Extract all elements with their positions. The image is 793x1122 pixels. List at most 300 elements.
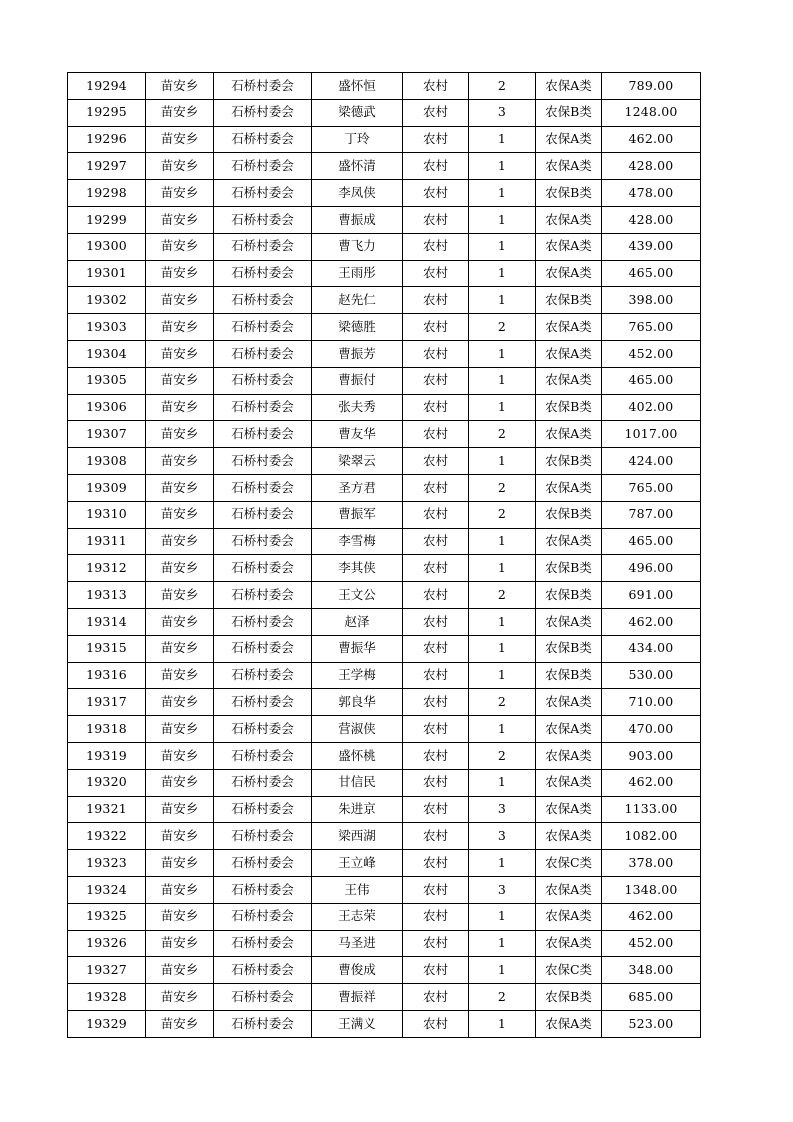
township-cell: 苗安乡: [146, 608, 214, 635]
amount-cell: 465.00: [602, 260, 701, 287]
household-count-cell: 1: [469, 126, 536, 153]
name-cell: 曹振付: [312, 367, 403, 394]
area-type-cell: 农村: [403, 716, 469, 743]
amount-cell: 428.00: [602, 153, 701, 180]
village-committee-cell: 石桥村委会: [214, 421, 312, 448]
insurance-class-cell: 农保B类: [536, 662, 602, 689]
table-row: [68, 769, 701, 796]
name-cell: 李雪梅: [312, 528, 403, 555]
village-committee-cell: 石桥村委会: [214, 287, 312, 314]
amount-cell: 789.00: [602, 73, 701, 100]
name-cell: 曹振成: [312, 206, 403, 233]
village-committee-cell: 石桥村委会: [214, 769, 312, 796]
record-id-cell: 19315: [68, 635, 146, 662]
township-cell: 苗安乡: [146, 287, 214, 314]
insurance-class-cell: 农保A类: [536, 73, 602, 100]
amount-cell: 462.00: [602, 126, 701, 153]
household-count-cell: 2: [469, 984, 536, 1011]
village-committee-cell: 石桥村委会: [214, 233, 312, 260]
area-type-cell: 农村: [403, 233, 469, 260]
amount-cell: 434.00: [602, 635, 701, 662]
area-type-cell: 农村: [403, 153, 469, 180]
record-id-cell: 19314: [68, 608, 146, 635]
insurance-class-cell: 农保A类: [536, 206, 602, 233]
insurance-class-cell: 农保A类: [536, 930, 602, 957]
table-row: [68, 823, 701, 850]
village-committee-cell: 石桥村委会: [214, 742, 312, 769]
insurance-class-cell: 农保B类: [536, 501, 602, 528]
name-cell: 王雨彤: [312, 260, 403, 287]
village-committee-cell: 石桥村委会: [214, 635, 312, 662]
area-type-cell: 农村: [403, 73, 469, 100]
household-count-cell: 1: [469, 394, 536, 421]
insurance-class-cell: 农保A类: [536, 823, 602, 850]
name-cell: 曹俊成: [312, 957, 403, 984]
record-id-cell: 19321: [68, 796, 146, 823]
name-cell: 盛怀清: [312, 153, 403, 180]
household-count-cell: 1: [469, 260, 536, 287]
household-count-cell: 1: [469, 769, 536, 796]
household-count-cell: 1: [469, 287, 536, 314]
name-cell: 张夫秀: [312, 394, 403, 421]
insurance-class-cell: 农保A类: [536, 126, 602, 153]
insurance-class-cell: 农保A类: [536, 769, 602, 796]
amount-cell: 462.00: [602, 769, 701, 796]
name-cell: 盛怀桃: [312, 742, 403, 769]
record-id-cell: 19295: [68, 99, 146, 126]
township-cell: 苗安乡: [146, 662, 214, 689]
amount-cell: 402.00: [602, 394, 701, 421]
area-type-cell: 农村: [403, 501, 469, 528]
area-type-cell: 农村: [403, 555, 469, 582]
name-cell: 王学梅: [312, 662, 403, 689]
township-cell: 苗安乡: [146, 742, 214, 769]
name-cell: 曹振军: [312, 501, 403, 528]
township-cell: 苗安乡: [146, 582, 214, 609]
area-type-cell: 农村: [403, 206, 469, 233]
area-type-cell: 农村: [403, 796, 469, 823]
area-type-cell: 农村: [403, 1010, 469, 1037]
name-cell: 营淑侠: [312, 716, 403, 743]
insurance-class-cell: 农保A类: [536, 903, 602, 930]
amount-cell: 496.00: [602, 555, 701, 582]
area-type-cell: 农村: [403, 340, 469, 367]
village-committee-cell: 石桥村委会: [214, 314, 312, 341]
area-type-cell: 农村: [403, 448, 469, 475]
amount-cell: 465.00: [602, 528, 701, 555]
record-id-cell: 19322: [68, 823, 146, 850]
village-committee-cell: 石桥村委会: [214, 528, 312, 555]
table-row: [68, 314, 701, 341]
village-committee-cell: 石桥村委会: [214, 474, 312, 501]
table-row: [68, 903, 701, 930]
record-id-cell: 19326: [68, 930, 146, 957]
table-row: [68, 73, 701, 100]
table-row: [68, 206, 701, 233]
record-id-cell: 19303: [68, 314, 146, 341]
table-row: [68, 930, 701, 957]
household-count-cell: 1: [469, 206, 536, 233]
township-cell: 苗安乡: [146, 260, 214, 287]
township-cell: 苗安乡: [146, 903, 214, 930]
table-row: [68, 501, 701, 528]
area-type-cell: 农村: [403, 957, 469, 984]
township-cell: 苗安乡: [146, 126, 214, 153]
table-row: [68, 716, 701, 743]
amount-cell: 1082.00: [602, 823, 701, 850]
township-cell: 苗安乡: [146, 314, 214, 341]
record-id-cell: 19305: [68, 367, 146, 394]
township-cell: 苗安乡: [146, 501, 214, 528]
name-cell: 曹振华: [312, 635, 403, 662]
table-row: [68, 796, 701, 823]
area-type-cell: 农村: [403, 769, 469, 796]
record-id-cell: 19327: [68, 957, 146, 984]
name-cell: 郭良华: [312, 689, 403, 716]
village-committee-cell: 石桥村委会: [214, 126, 312, 153]
roster-table-body: [68, 73, 701, 1038]
amount-cell: 1348.00: [602, 876, 701, 903]
township-cell: 苗安乡: [146, 206, 214, 233]
name-cell: 王满义: [312, 1010, 403, 1037]
amount-cell: 462.00: [602, 608, 701, 635]
household-count-cell: 1: [469, 367, 536, 394]
area-type-cell: 农村: [403, 582, 469, 609]
insurance-class-cell: 农保B类: [536, 99, 602, 126]
record-id-cell: 19302: [68, 287, 146, 314]
area-type-cell: 农村: [403, 421, 469, 448]
table-row: [68, 474, 701, 501]
amount-cell: 462.00: [602, 903, 701, 930]
household-count-cell: 1: [469, 903, 536, 930]
household-count-cell: 2: [469, 501, 536, 528]
table-row: [68, 180, 701, 207]
insurance-class-cell: 农保A类: [536, 367, 602, 394]
insurance-class-cell: 农保B类: [536, 180, 602, 207]
area-type-cell: 农村: [403, 528, 469, 555]
name-cell: 曹友华: [312, 421, 403, 448]
household-count-cell: 1: [469, 635, 536, 662]
record-id-cell: 19307: [68, 421, 146, 448]
roster-sheet: [67, 72, 701, 1038]
household-count-cell: 1: [469, 1010, 536, 1037]
amount-cell: 685.00: [602, 984, 701, 1011]
table-row: [68, 421, 701, 448]
table-row: [68, 260, 701, 287]
table-row: [68, 153, 701, 180]
table-row: [68, 126, 701, 153]
amount-cell: 523.00: [602, 1010, 701, 1037]
record-id-cell: 19319: [68, 742, 146, 769]
area-type-cell: 农村: [403, 180, 469, 207]
name-cell: 梁西湖: [312, 823, 403, 850]
amount-cell: 1133.00: [602, 796, 701, 823]
name-cell: 李其侠: [312, 555, 403, 582]
village-committee-cell: 石桥村委会: [214, 716, 312, 743]
village-committee-cell: 石桥村委会: [214, 206, 312, 233]
record-id-cell: 19306: [68, 394, 146, 421]
record-id-cell: 19316: [68, 662, 146, 689]
name-cell: 王伟: [312, 876, 403, 903]
township-cell: 苗安乡: [146, 635, 214, 662]
name-cell: 梁翠云: [312, 448, 403, 475]
record-id-cell: 19324: [68, 876, 146, 903]
name-cell: 马圣进: [312, 930, 403, 957]
record-id-cell: 19317: [68, 689, 146, 716]
name-cell: 曹飞力: [312, 233, 403, 260]
amount-cell: 428.00: [602, 206, 701, 233]
record-id-cell: 19310: [68, 501, 146, 528]
area-type-cell: 农村: [403, 823, 469, 850]
table-row: [68, 555, 701, 582]
table-row: [68, 608, 701, 635]
village-committee-cell: 石桥村委会: [214, 99, 312, 126]
name-cell: 丁玲: [312, 126, 403, 153]
insurance-class-cell: 农保A类: [536, 233, 602, 260]
insurance-class-cell: 农保A类: [536, 689, 602, 716]
table-row: [68, 582, 701, 609]
household-count-cell: 2: [469, 421, 536, 448]
record-id-cell: 19300: [68, 233, 146, 260]
township-cell: 苗安乡: [146, 769, 214, 796]
township-cell: 苗安乡: [146, 474, 214, 501]
township-cell: 苗安乡: [146, 957, 214, 984]
amount-cell: 1248.00: [602, 99, 701, 126]
village-committee-cell: 石桥村委会: [214, 876, 312, 903]
township-cell: 苗安乡: [146, 823, 214, 850]
area-type-cell: 农村: [403, 394, 469, 421]
name-cell: 甘信民: [312, 769, 403, 796]
household-count-cell: 1: [469, 662, 536, 689]
village-committee-cell: 石桥村委会: [214, 823, 312, 850]
insurance-class-cell: 农保A类: [536, 1010, 602, 1037]
record-id-cell: 19313: [68, 582, 146, 609]
insurance-class-cell: 农保A类: [536, 876, 602, 903]
amount-cell: 530.00: [602, 662, 701, 689]
amount-cell: 424.00: [602, 448, 701, 475]
amount-cell: 787.00: [602, 501, 701, 528]
table-row: [68, 876, 701, 903]
household-count-cell: 1: [469, 555, 536, 582]
township-cell: 苗安乡: [146, 99, 214, 126]
amount-cell: 903.00: [602, 742, 701, 769]
amount-cell: 398.00: [602, 287, 701, 314]
table-row: [68, 233, 701, 260]
insurance-class-cell: 农保A类: [536, 153, 602, 180]
household-count-cell: 1: [469, 528, 536, 555]
record-id-cell: 19294: [68, 73, 146, 100]
township-cell: 苗安乡: [146, 850, 214, 877]
area-type-cell: 农村: [403, 850, 469, 877]
household-count-cell: 1: [469, 448, 536, 475]
insurance-class-cell: 农保A类: [536, 742, 602, 769]
record-id-cell: 19329: [68, 1010, 146, 1037]
record-id-cell: 19296: [68, 126, 146, 153]
record-id-cell: 19308: [68, 448, 146, 475]
insurance-class-cell: 农保A类: [536, 260, 602, 287]
village-committee-cell: 石桥村委会: [214, 662, 312, 689]
name-cell: 李凤侠: [312, 180, 403, 207]
insurance-class-cell: 农保B类: [536, 394, 602, 421]
record-id-cell: 19320: [68, 769, 146, 796]
amount-cell: 452.00: [602, 930, 701, 957]
amount-cell: 691.00: [602, 582, 701, 609]
record-id-cell: 19298: [68, 180, 146, 207]
household-count-cell: 3: [469, 99, 536, 126]
amount-cell: 710.00: [602, 689, 701, 716]
township-cell: 苗安乡: [146, 930, 214, 957]
name-cell: 朱进京: [312, 796, 403, 823]
table-row: [68, 742, 701, 769]
amount-cell: 378.00: [602, 850, 701, 877]
household-count-cell: 1: [469, 233, 536, 260]
table-row: [68, 689, 701, 716]
insurance-class-cell: 农保B类: [536, 555, 602, 582]
amount-cell: 348.00: [602, 957, 701, 984]
area-type-cell: 农村: [403, 903, 469, 930]
village-committee-cell: 石桥村委会: [214, 930, 312, 957]
amount-cell: 470.00: [602, 716, 701, 743]
table-row: [68, 662, 701, 689]
village-committee-cell: 石桥村委会: [214, 340, 312, 367]
township-cell: 苗安乡: [146, 876, 214, 903]
table-row: [68, 528, 701, 555]
village-committee-cell: 石桥村委会: [214, 582, 312, 609]
village-committee-cell: 石桥村委会: [214, 448, 312, 475]
table-row: [68, 287, 701, 314]
insurance-class-cell: 农保A类: [536, 314, 602, 341]
name-cell: 盛怀恒: [312, 73, 403, 100]
township-cell: 苗安乡: [146, 984, 214, 1011]
area-type-cell: 农村: [403, 662, 469, 689]
village-committee-cell: 石桥村委会: [214, 984, 312, 1011]
village-committee-cell: 石桥村委会: [214, 903, 312, 930]
township-cell: 苗安乡: [146, 716, 214, 743]
household-count-cell: 2: [469, 582, 536, 609]
township-cell: 苗安乡: [146, 180, 214, 207]
village-committee-cell: 石桥村委会: [214, 555, 312, 582]
village-committee-cell: 石桥村委会: [214, 501, 312, 528]
household-count-cell: 2: [469, 689, 536, 716]
insurance-class-cell: 农保A类: [536, 421, 602, 448]
village-committee-cell: 石桥村委会: [214, 689, 312, 716]
village-committee-cell: 石桥村委会: [214, 957, 312, 984]
insurance-class-cell: 农保A类: [536, 796, 602, 823]
name-cell: 赵泽: [312, 608, 403, 635]
household-count-cell: 2: [469, 474, 536, 501]
amount-cell: 478.00: [602, 180, 701, 207]
amount-cell: 439.00: [602, 233, 701, 260]
township-cell: 苗安乡: [146, 689, 214, 716]
village-committee-cell: 石桥村委会: [214, 367, 312, 394]
area-type-cell: 农村: [403, 742, 469, 769]
table-row: [68, 340, 701, 367]
household-count-cell: 1: [469, 716, 536, 743]
record-id-cell: 19301: [68, 260, 146, 287]
table-row: [68, 394, 701, 421]
table-row: [68, 1010, 701, 1037]
record-id-cell: 19311: [68, 528, 146, 555]
insurance-class-cell: 农保C类: [536, 850, 602, 877]
household-count-cell: 1: [469, 957, 536, 984]
village-committee-cell: 石桥村委会: [214, 1010, 312, 1037]
insurance-class-cell: 农保B类: [536, 984, 602, 1011]
village-committee-cell: 石桥村委会: [214, 850, 312, 877]
table-row: [68, 850, 701, 877]
area-type-cell: 农村: [403, 635, 469, 662]
area-type-cell: 农村: [403, 287, 469, 314]
village-committee-cell: 石桥村委会: [214, 153, 312, 180]
area-type-cell: 农村: [403, 126, 469, 153]
table-row: [68, 957, 701, 984]
household-count-cell: 1: [469, 180, 536, 207]
township-cell: 苗安乡: [146, 555, 214, 582]
household-count-cell: 1: [469, 153, 536, 180]
record-id-cell: 19309: [68, 474, 146, 501]
area-type-cell: 农村: [403, 260, 469, 287]
record-id-cell: 19328: [68, 984, 146, 1011]
household-count-cell: 3: [469, 823, 536, 850]
township-cell: 苗安乡: [146, 233, 214, 260]
insurance-class-cell: 农保B类: [536, 448, 602, 475]
township-cell: 苗安乡: [146, 153, 214, 180]
household-count-cell: 1: [469, 608, 536, 635]
village-committee-cell: 石桥村委会: [214, 608, 312, 635]
village-committee-cell: 石桥村委会: [214, 73, 312, 100]
amount-cell: 1017.00: [602, 421, 701, 448]
area-type-cell: 农村: [403, 984, 469, 1011]
name-cell: 赵先仁: [312, 287, 403, 314]
area-type-cell: 农村: [403, 474, 469, 501]
area-type-cell: 农村: [403, 608, 469, 635]
table-row: [68, 635, 701, 662]
township-cell: 苗安乡: [146, 448, 214, 475]
township-cell: 苗安乡: [146, 421, 214, 448]
name-cell: 曹振祥: [312, 984, 403, 1011]
village-committee-cell: 石桥村委会: [214, 260, 312, 287]
insurance-class-cell: 农保B类: [536, 635, 602, 662]
household-count-cell: 1: [469, 930, 536, 957]
insurance-class-cell: 农保A类: [536, 528, 602, 555]
township-cell: 苗安乡: [146, 367, 214, 394]
record-id-cell: 19312: [68, 555, 146, 582]
record-id-cell: 19297: [68, 153, 146, 180]
village-committee-cell: 石桥村委会: [214, 180, 312, 207]
amount-cell: 452.00: [602, 340, 701, 367]
insurance-class-cell: 农保B类: [536, 582, 602, 609]
household-count-cell: 2: [469, 73, 536, 100]
name-cell: 王立峰: [312, 850, 403, 877]
insurance-class-cell: 农保A类: [536, 608, 602, 635]
insurance-class-cell: 农保A类: [536, 474, 602, 501]
table-row: [68, 99, 701, 126]
record-id-cell: 19323: [68, 850, 146, 877]
roster-table: [67, 72, 701, 1038]
household-count-cell: 3: [469, 876, 536, 903]
village-committee-cell: 石桥村委会: [214, 394, 312, 421]
table-row: [68, 984, 701, 1011]
insurance-class-cell: 农保C类: [536, 957, 602, 984]
record-id-cell: 19325: [68, 903, 146, 930]
township-cell: 苗安乡: [146, 528, 214, 555]
household-count-cell: 1: [469, 850, 536, 877]
table-row: [68, 367, 701, 394]
name-cell: 王文公: [312, 582, 403, 609]
area-type-cell: 农村: [403, 689, 469, 716]
record-id-cell: 19299: [68, 206, 146, 233]
township-cell: 苗安乡: [146, 796, 214, 823]
record-id-cell: 19318: [68, 716, 146, 743]
